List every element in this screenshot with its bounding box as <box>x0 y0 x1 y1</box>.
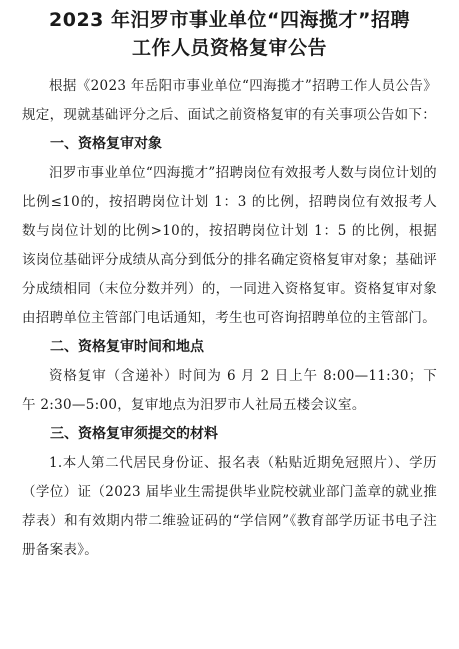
section-1 <box>22 130 437 333</box>
section-1-paragraph: 汨罗市事业单位“四海揽才”招聘岗位有效报考人数与岗位计划的比例≤10的，按招聘岗位计划 1：3 的比例，招聘岗位有效报考人数与岗位计划的比例>10的，按招聘岗位计划 1：5 的比例，根据该岗位基础评分成绩从高分到低分的排名确定资格复审对象；基础评分成绩相同（末位分数并列）的，一同进入资格复审。资格复审对象由招聘单位主管部门电话通知，考生也可咨询招聘单位的主管部门。 <box>22 165 437 326</box>
section-1-heading: 一、资格复审对象 <box>50 136 162 152</box>
title-line-2: 工作人员资格复审公告 <box>131 37 327 59</box>
intro-paragraph: 根据《2023 年岳阳市事业单位“四海揽才”招聘工作人员公告》规定，现就基础评分之后、面试之前资格复审的有关事项公告如下： <box>22 78 437 123</box>
section-3-paragraph: 1.本人第二代居民身份证、报名表（粘贴近期免冠照片）、学历（学位）证（2023 届毕业生需提供毕业院校就业部门盖章的就业推荐表）和有效期内带二维验证码的“学信网”《教育部学历证书电子注册备案表》。 <box>22 455 437 558</box>
section-2 <box>22 333 437 420</box>
section-2-heading: 二、资格复审时间和地点 <box>50 339 204 355</box>
section-3-heading: 三、资格复审须提交的材料 <box>50 426 218 442</box>
section-3 <box>22 420 437 565</box>
title-line-1: 2023 年汨罗市事业单位“四海揽才”招聘 <box>49 9 410 31</box>
document-title <box>22 6 437 62</box>
section-2-paragraph: 资格复审（含递补）时间为 6 月 2 日上午 8:00—11:30；下午 2:30—5:00，复审地点为汨罗市人社局五楼会议室。 <box>22 368 437 413</box>
